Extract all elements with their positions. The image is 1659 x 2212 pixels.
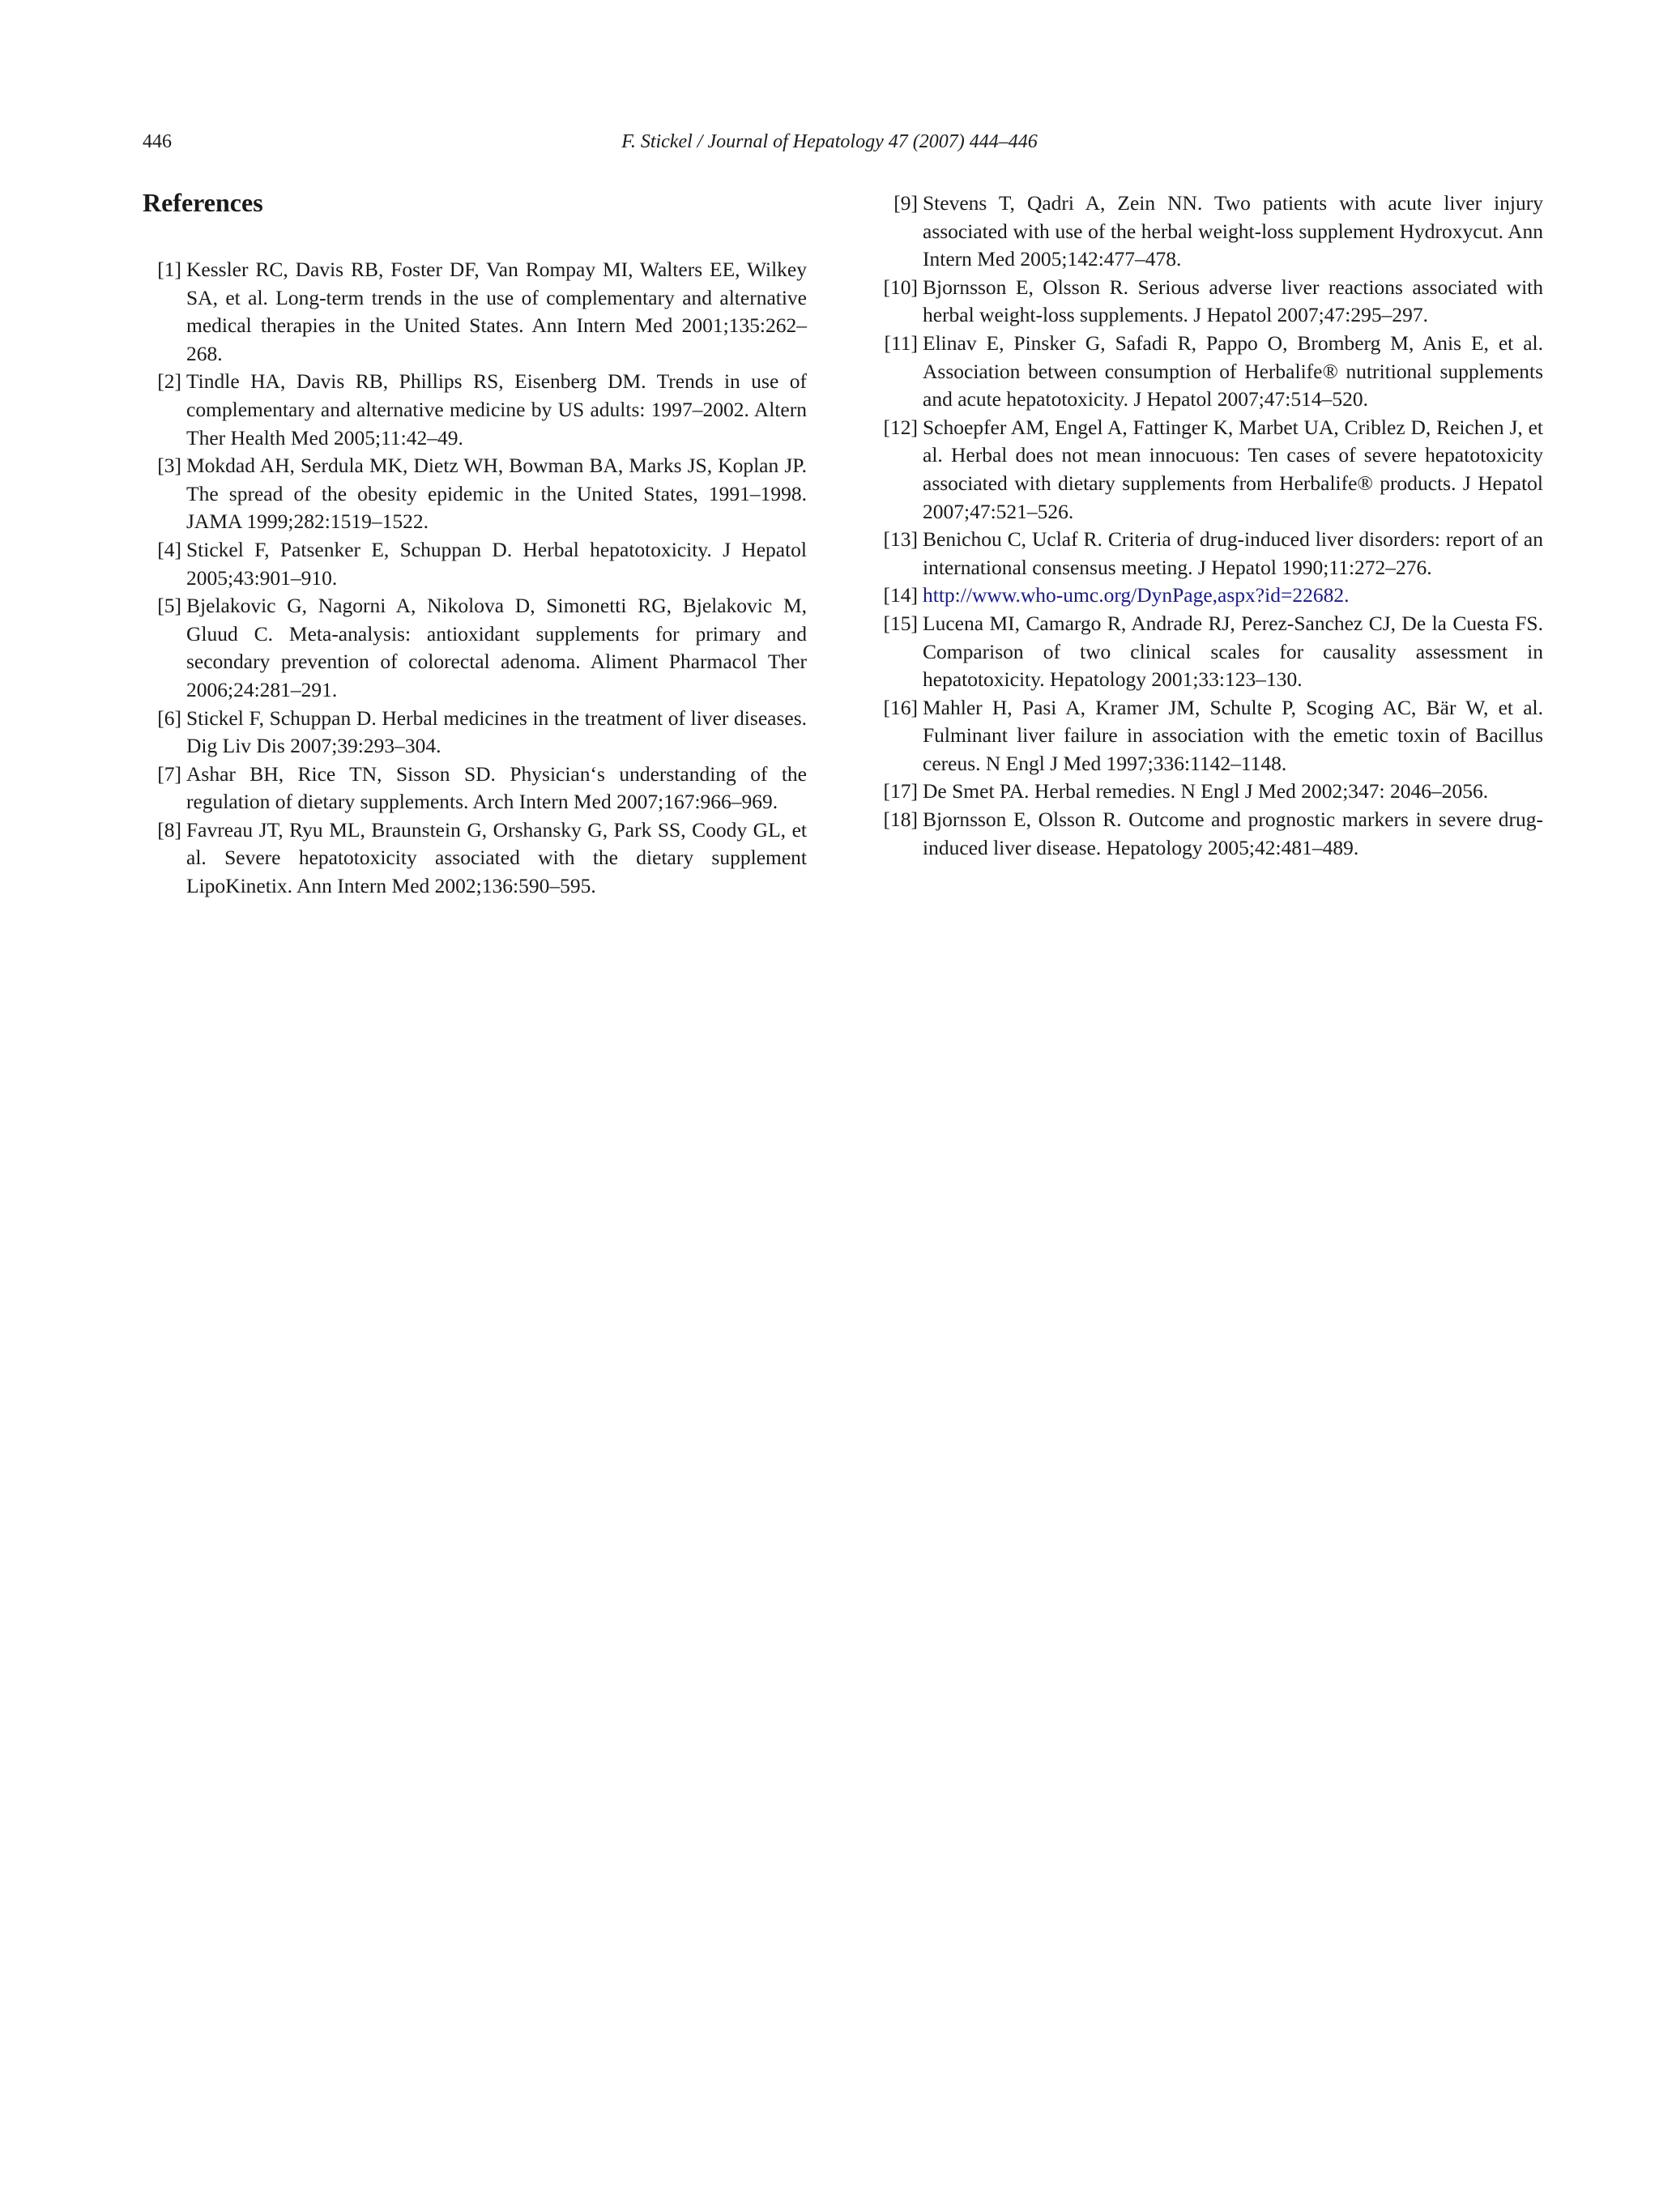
reference-text: Ashar BH, Rice TN, Sisson SD. Physician‘s understanding of the regulation of dietary supplements. Arch Intern Med 2007;167:966–969. — [186, 761, 807, 814]
reference-number: [3] — [157, 454, 181, 478]
reference-number: [4] — [157, 537, 181, 561]
reference-number: [13] — [883, 527, 918, 552]
reference-number: [2] — [157, 369, 181, 394]
reference-number: [7] — [157, 761, 181, 786]
reference-number: [9] — [893, 191, 918, 215]
reference-text: Lucena MI, Camargo R, Andrade RJ, Perez-Sanchez CJ, De la Cuesta FS. Comparison of two clinical scales for causality assessment in hepatotoxicity. Hepatology 2001;33:123–130. — [923, 611, 1543, 692]
reference-item — [879, 330, 1543, 414]
reference-item — [143, 536, 807, 592]
reference-item — [879, 694, 1543, 778]
reference-number: [1] — [157, 258, 181, 281]
reference-text: Benichou C, Uclaf R. Criteria of drug-induced liver disorders: report of an international consensus meeting. J Hepatol 1990;11:272–276. — [923, 527, 1543, 579]
reference-text: Mahler H, Pasi A, Kramer JM, Schulte P, Scoging AC, Bär W, et al. Fulminant liver failure in association with the emetic toxin of Bacillus cereus. N Engl J Med 1997;336:1142–1148. — [923, 695, 1543, 775]
reference-number: [17] — [883, 779, 918, 803]
reference-item — [143, 368, 807, 452]
reference-number: [5] — [157, 594, 181, 618]
page-number: 446 — [143, 131, 172, 152]
reference-text: Favreau JT, Ryu ML, Braunstein G, Orshansky G, Park SS, Coody GL, et al. Severe hepatotoxicity associated with the dietary supplement LipoKinetix. Ann Intern Med 2002;136:590–595. — [186, 817, 807, 898]
reference-item — [143, 705, 807, 761]
reference-item — [879, 190, 1543, 274]
reference-text: Schoepfer AM, Engel A, Fattinger K, Marbet UA, Criblez D, Reichen J, et al. Herbal does not mean innocuous: Ten cases of severe hepatotoxicity associated with dietary supplements from Herbalife® products. J Hepatol 2007;47:521–526. — [923, 415, 1543, 523]
reference-link[interactable]: http://www.who-umc.org/DynPage,aspx?id=22682. — [923, 583, 1350, 607]
reference-number: [11] — [884, 330, 918, 355]
references-heading: References — [143, 188, 263, 217]
reference-text: Bjornsson E, Olsson R. Serious adverse liver reactions associated with herbal weight-loss supplements. J Hepatol 2007;47:295–297. — [923, 275, 1543, 327]
reference-number: [15] — [883, 611, 918, 635]
reference-item — [143, 256, 807, 368]
reference-text: Stickel F, Schuppan D. Herbal medicines in the treatment of liver diseases. Dig Liv Dis 2007;39:293–304. — [186, 705, 807, 758]
reference-item — [879, 526, 1543, 582]
reference-number: [18] — [883, 808, 918, 832]
reference-item — [143, 452, 807, 536]
references-right-column — [879, 190, 1543, 862]
reference-item — [879, 274, 1543, 330]
reference-item — [879, 414, 1543, 526]
reference-text: Mokdad AH, Serdula MK, Dietz WH, Bowman BA, Marks JS, Koplan JP. The spread of the obesity epidemic in the United States, 1991–1998. JAMA 1999;282:1519–1522. — [186, 454, 807, 534]
reference-text: Stevens T, Qadri A, Zein NN. Two patients with acute liver injury associated with use of the herbal weight-loss supplement Hydroxycut. Ann Intern Med 2005;142:477–478. — [923, 191, 1543, 271]
reference-number: [10] — [883, 275, 918, 299]
reference-text: Tindle HA, Davis RB, Phillips RS, Eisenberg DM. Trends in use of complementary and alternative medicine by US adults: 1997–2002. Altern Ther Health Med 2005;11:42–49. — [186, 369, 807, 450]
reference-item — [879, 806, 1543, 862]
reference-item — [143, 592, 807, 704]
reference-text: Bjelakovic G, Nagorni A, Nikolova D, Simonetti RG, Bjelakovic M, Gluud C. Meta-analysis: antioxidant supplements for primary and secondary prevention of colorectal adenoma. Aliment Pharmacol Ther 2006;24:281–291. — [186, 594, 807, 701]
reference-number: [12] — [883, 415, 918, 439]
running-head: F. Stickel / Journal of Hepatology 47 (2007) 444–446 — [621, 131, 1038, 152]
reference-text: Kessler RC, Davis RB, Foster DF, Van Rompay MI, Walters EE, Wilkey SA, et al. Long-term trends in the use of complementary and alternative medical therapies in the United States. Ann Intern Med 2001;135:262–268. — [186, 258, 807, 365]
reference-number: [8] — [157, 817, 181, 842]
reference-item — [879, 778, 1543, 806]
reference-item — [143, 761, 807, 816]
reference-number: [16] — [883, 695, 918, 719]
reference-text: Stickel F, Patsenker E, Schuppan D. Herbal hepatotoxicity. J Hepatol 2005;43:901–910. — [186, 537, 807, 590]
reference-text: Bjornsson E, Olsson R. Outcome and prognostic markers in severe drug-induced liver disease. Hepatology 2005;42:481–489. — [923, 808, 1543, 859]
reference-number: [14] — [883, 583, 918, 607]
reference-text: De Smet PA. Herbal remedies. N Engl J Med 2002;347: 2046–2056. — [923, 779, 1489, 803]
reference-item — [879, 582, 1543, 610]
reference-number: [6] — [157, 705, 181, 730]
reference-text: Elinav E, Pinsker G, Safadi R, Pappo O, Bromberg M, Anis E, et al. Association between consumption of Herbalife® nutritional supplements and acute hepatotoxicity. J Hepatol 2007;47:514–520. — [923, 330, 1543, 411]
reference-item — [879, 610, 1543, 694]
reference-item — [143, 816, 807, 901]
references-left-column — [143, 256, 807, 901]
